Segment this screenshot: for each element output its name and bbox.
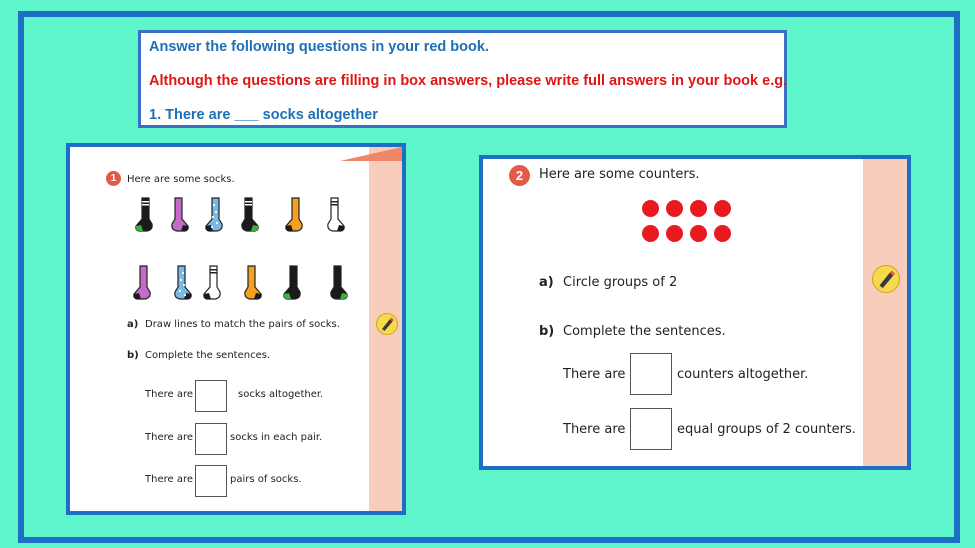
- answer-box-socks-altogether[interactable]: [195, 380, 227, 412]
- question-2-card: [479, 155, 911, 470]
- sock-icon: [132, 265, 152, 301]
- sentence-2-end: equal groups of 2 counters.: [677, 422, 856, 437]
- question-number-badge: 2: [509, 165, 530, 186]
- instructions-box: [138, 30, 787, 128]
- part-b-label: b): [539, 324, 555, 339]
- answer-box-equal-groups[interactable]: [630, 408, 672, 450]
- answer-box-pairs-of-socks[interactable]: [195, 465, 227, 497]
- question-1-card: [66, 143, 406, 515]
- sock-icon: [282, 265, 302, 301]
- sentence-2-start: There are: [145, 432, 193, 443]
- question-number-badge: 1: [106, 171, 121, 186]
- part-b-text: Complete the sentences.: [563, 324, 726, 339]
- sock-icon: [326, 197, 346, 233]
- sock-icon: [240, 197, 260, 233]
- answer-box-socks-each-pair[interactable]: [195, 423, 227, 455]
- question-2-prompt: Here are some counters.: [539, 167, 700, 182]
- sock-icon: [170, 197, 190, 233]
- counter: [690, 200, 707, 217]
- margin-stripe: [863, 159, 907, 466]
- part-a-text: Circle groups of 2: [563, 275, 678, 290]
- sock-icon: [173, 265, 193, 301]
- sock-icon: [134, 197, 154, 233]
- counter: [642, 200, 659, 217]
- sentence-1-start: There are: [563, 367, 626, 382]
- part-b-text: Complete the sentences.: [145, 350, 271, 361]
- sock-icon: [329, 265, 349, 301]
- pencil-icon: [872, 265, 900, 293]
- question-1-prompt: Here are some socks.: [127, 174, 235, 185]
- counter: [714, 200, 731, 217]
- instruction-line-1: Answer the following questions in your red book.: [149, 39, 489, 55]
- instruction-line-2: Although the questions are filling in box answers, please write full answers in your book e.g.: [149, 73, 788, 89]
- sock-icon: [243, 265, 263, 301]
- instruction-example: 1. There are ___ socks altogether: [149, 107, 378, 123]
- counter: [690, 225, 707, 242]
- sentence-1-end: socks altogether.: [238, 389, 324, 400]
- sentence-3-start: There are: [145, 474, 193, 485]
- part-b-label: b): [127, 350, 139, 361]
- counter: [642, 225, 659, 242]
- sentence-3-end: pairs of socks.: [230, 474, 302, 485]
- sentence-1-start: There are: [145, 389, 193, 400]
- sock-icon: [204, 197, 224, 233]
- sentence-2-start: There are: [563, 422, 626, 437]
- pencil-icon: [376, 313, 398, 335]
- answer-box-counters-altogether[interactable]: [630, 353, 672, 395]
- counter: [666, 225, 683, 242]
- part-a-label: a): [127, 319, 139, 330]
- sock-icon: [202, 265, 222, 301]
- part-a-label: a): [539, 275, 554, 290]
- sentence-1-end: counters altogether.: [677, 367, 809, 382]
- part-a-text: Draw lines to match the pairs of socks.: [145, 319, 340, 330]
- sock-icon: [284, 197, 304, 233]
- counter: [714, 225, 731, 242]
- sentence-2-end: socks in each pair.: [230, 432, 323, 443]
- counter: [666, 200, 683, 217]
